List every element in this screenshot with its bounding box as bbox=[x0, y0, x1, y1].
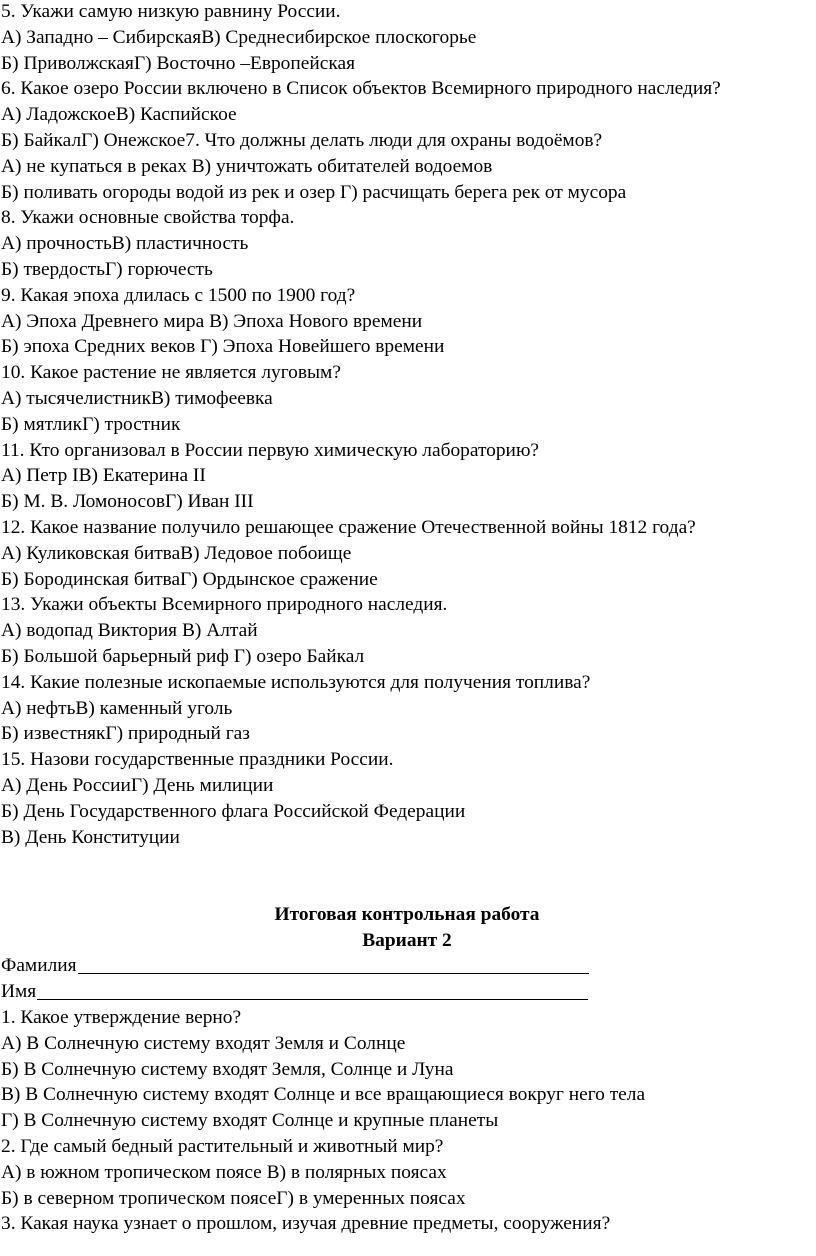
answer-line: Б) известнякГ) природный газ bbox=[1, 723, 250, 745]
answer-line: А) Эпоха Древнего мира В) Эпоха Нового времени bbox=[1, 310, 423, 332]
question-2: 2. Где самый бедный растительный и животный мир? bbox=[1, 1136, 444, 1158]
name-label: Имя bbox=[1, 981, 37, 1003]
surname-field bbox=[1, 953, 813, 979]
answer-line: А) водопад Виктория В) Алтай bbox=[1, 620, 258, 642]
question-3: 3. Какая наука узнает о прошлом, изучая древние предметы, сооружения? bbox=[1, 1213, 611, 1235]
question-14: 14. Какие полезные ископаемые используются для получения топлива? bbox=[1, 671, 591, 693]
answer-line: А) Петр IВ) Екатерина II bbox=[1, 465, 206, 487]
answer-line: В) В Солнечную систему входят Солнце и все вращающиеся вокруг него тела bbox=[1, 1084, 646, 1106]
answer-line: Б) М. В. ЛомоносовГ) Иван III bbox=[1, 491, 254, 513]
answer-line: А) Западно – СибирскаяВ) Среднесибирское плоскогорье bbox=[1, 26, 477, 48]
answer-line: А) День РоссииГ) День милиции bbox=[1, 774, 274, 796]
section-title-text: Итоговая контрольная работа bbox=[274, 903, 540, 925]
variant-title bbox=[1, 928, 813, 954]
answer-line: В) День Конституции bbox=[1, 826, 180, 848]
answer-line: Г) В Солнечную систему входят Солнце и крупные планеты bbox=[1, 1110, 499, 1132]
section-gap bbox=[1, 850, 813, 902]
answer-line: А) не купаться в реках В) уничтожать обитателей водоемов bbox=[1, 155, 493, 177]
question-12: 12. Какое название получило решающее сражение Отечественной войны 1812 года? bbox=[1, 516, 696, 538]
answer-line: Б) в северном тропическом поясеГ) в умеренных поясах bbox=[1, 1187, 466, 1209]
answer-line: А) тысячелистникВ) тимофеевка bbox=[1, 387, 273, 409]
answer-line: А) ЛадожскоеВ) Каспийское bbox=[1, 104, 237, 126]
answer-line: Б) эпоха Средних веков Г) Эпоха Новейшего времени bbox=[1, 336, 445, 358]
question-10: 10. Какое растение не является луговым? bbox=[1, 362, 341, 384]
surname-label: Фамилия bbox=[1, 955, 77, 977]
question-6: 6. Какое озеро России включено в Список объектов Всемирного природного наследия? bbox=[1, 78, 721, 100]
answer-line: Б) БайкалГ) Онежское7. Что должны делать люди для охраны водоёмов? bbox=[1, 129, 603, 151]
answer-line: Б) мятликГ) тростник bbox=[1, 413, 181, 435]
answer-line: А) в южном тропическом поясе В) в полярных поясах bbox=[1, 1161, 447, 1183]
answer-line: Б) поливать огороды водой из рек и озер Г) расчищать берега рек от мусора bbox=[1, 181, 627, 203]
question-1: 1. Какое утверждение верно? bbox=[1, 1007, 242, 1029]
question-5: 5. Укажи самую низкую равнину России. bbox=[1, 1, 341, 22]
answer-line: Б) День Государственного флага Российской Федерации bbox=[1, 800, 466, 822]
name-blank-line bbox=[37, 999, 588, 1000]
answer-line: А) В Солнечную систему входят Земля и Солнце bbox=[1, 1032, 406, 1054]
question-9: 9. Какая эпоха длилась с 1500 по 1900 год? bbox=[1, 284, 356, 306]
answer-line: Б) Большой барьерный риф Г) озеро Байкал bbox=[1, 645, 365, 667]
answer-line: Б) ПриволжскаяГ) Восточно –Европейская bbox=[1, 52, 355, 74]
question-11: 11. Кто организовал в России первую химическую лабораторию? bbox=[1, 439, 540, 461]
answer-line: А) Куликовская битваВ) Ледовое побоище bbox=[1, 542, 352, 564]
question-8: 8. Укажи основные свойства торфа. bbox=[1, 207, 295, 229]
answer-line: А) прочностьВ) пластичность bbox=[1, 233, 249, 255]
variant-title-text: Вариант 2 bbox=[362, 929, 452, 951]
surname-blank-line bbox=[78, 973, 589, 974]
answer-line: А) нефтьВ) каменный уголь bbox=[1, 697, 233, 719]
question-15: 15. Назови государственные праздники России. bbox=[1, 749, 394, 771]
question-13: 13. Укажи объекты Всемирного природного наследия. bbox=[1, 594, 448, 616]
answer-line: Б) твердостьГ) горючесть bbox=[1, 258, 213, 280]
answer-line: Б) Бородинская битваГ) Ордынское сражение bbox=[1, 568, 378, 590]
section-title bbox=[1, 902, 813, 928]
answer-line: Б) В Солнечную систему входят Земля, Солнце и Луна bbox=[1, 1058, 454, 1080]
document-body bbox=[1, 0, 813, 1237]
name-field bbox=[1, 979, 813, 1005]
